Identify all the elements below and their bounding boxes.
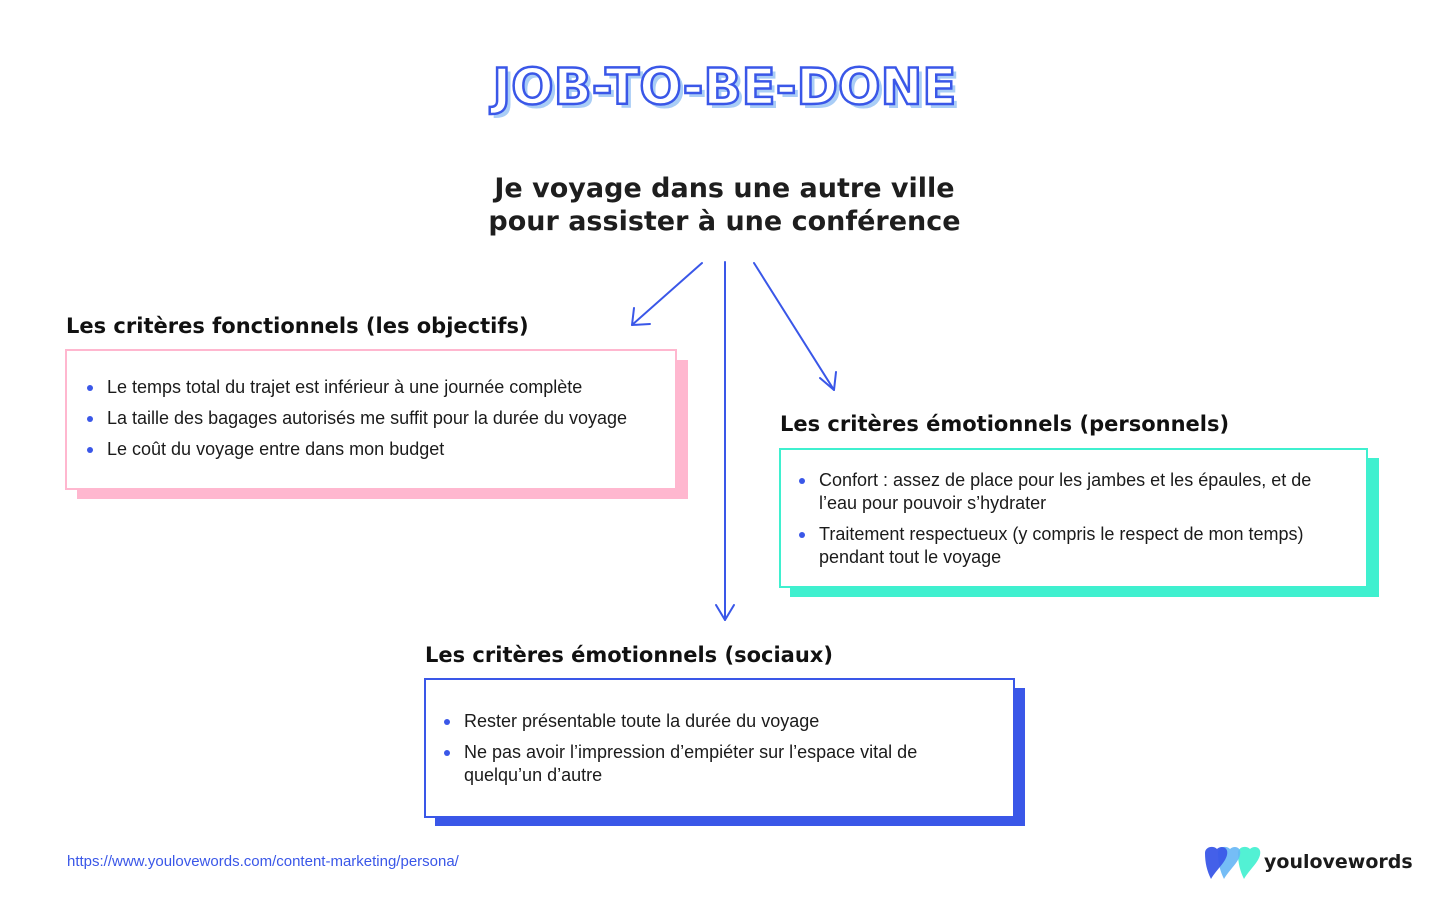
brand-logo [1204,845,1413,883]
list-item: Ne pas avoir l’impression d’empiéter sur l’espace vital de quelqu’un d’autre [440,741,993,787]
bullet-icon [444,719,450,725]
personal-list [795,469,1342,569]
arrow-to-functional [632,263,702,325]
list-item: Le coût du voyage entre dans mon budget [83,438,661,461]
page-title: JOB-TO-BE-DONE [492,58,957,116]
bullet-icon [799,478,805,484]
source-url[interactable]: https://www.youlovewords.com/content-marketing/persona/ [67,853,459,870]
functional-list [83,376,661,461]
arrow-to-personal [754,263,834,390]
functional-heading: Les critères fonctionnels (les objectifs) [66,314,529,338]
hearts-logo-icon [1204,845,1262,883]
list-item: Rester présentable toute la durée du voyage [440,710,993,733]
bullet-icon [87,416,93,422]
bullet-icon [87,385,93,391]
bullet-icon [799,532,805,538]
bullet-icon [87,447,93,453]
social-heading: Les critères émotionnels (sociaux) [425,643,833,667]
job-statement-line-2: pour assister à une conférence [488,206,961,237]
brand-name: youlovewords [1264,851,1413,873]
social-list [440,710,993,787]
job-statement-line-1: Je voyage dans une autre ville [494,173,955,204]
personal-box [779,448,1368,588]
list-item: Confort : assez de place pour les jambes et les épaules, et de l’eau pour pouvoir s’hydrater [795,469,1342,515]
bullet-icon [444,750,450,756]
social-box [424,678,1015,818]
functional-box [65,349,677,490]
list-item: La taille des bagages autorisés me suffit pour la durée du voyage [83,407,661,430]
list-item: Le temps total du trajet est inférieur à une journée complète [83,376,661,399]
personal-heading: Les critères émotionnels (personnels) [780,412,1230,436]
list-item: Traitement respectueux (y compris le respect de mon temps) pendant tout le voyage [795,523,1342,569]
